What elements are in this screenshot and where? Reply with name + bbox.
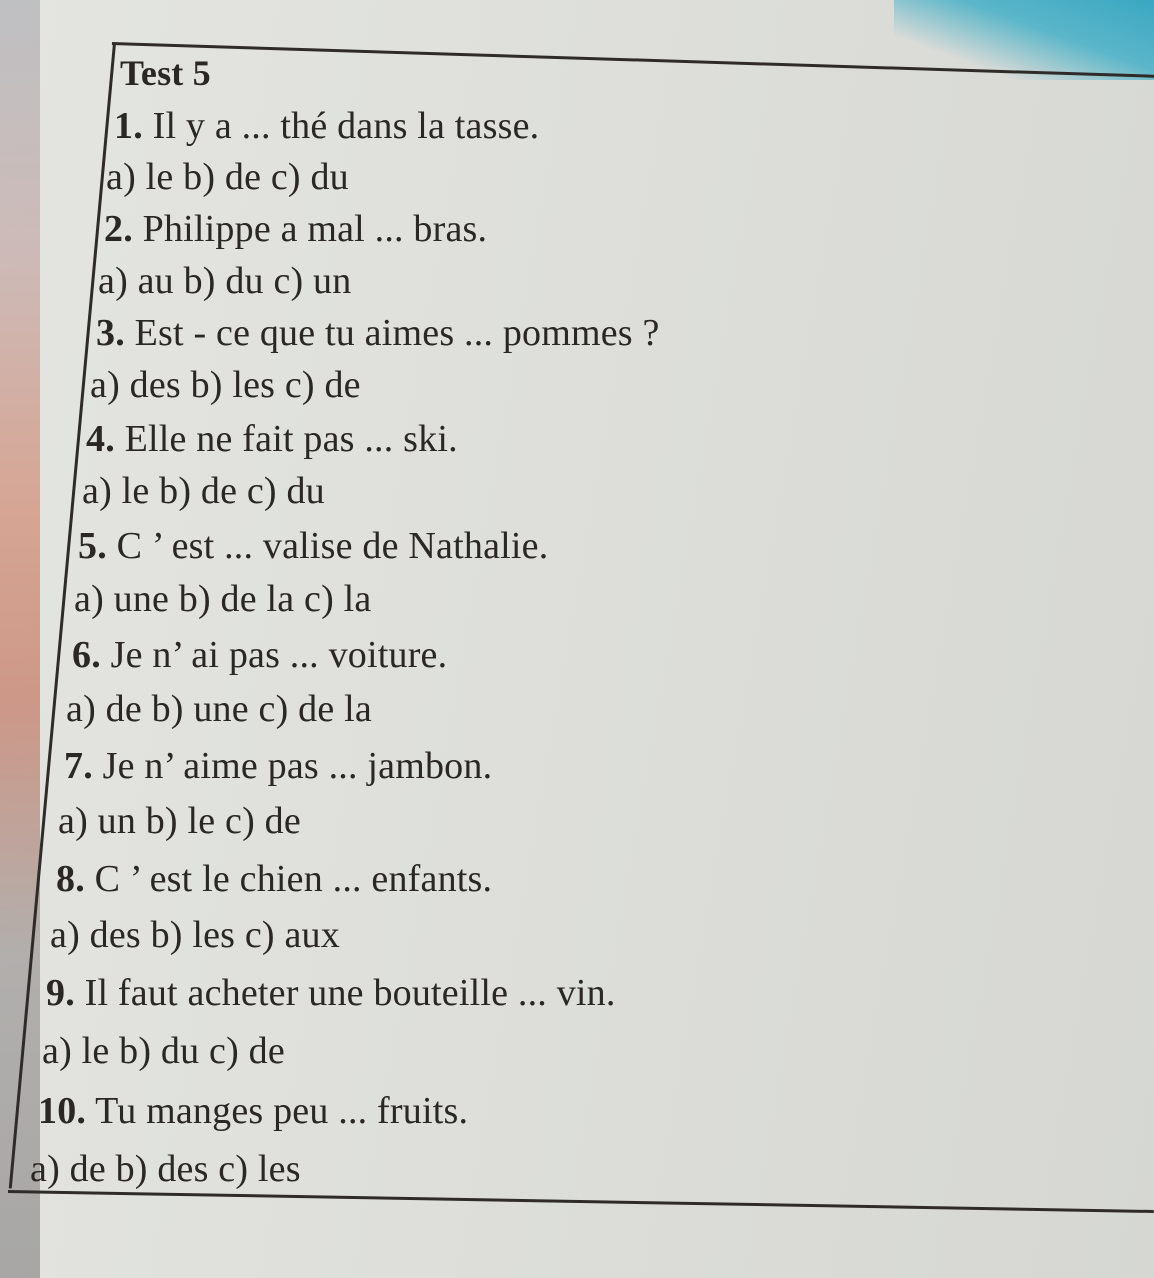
question-text: Elle ne fait pas ... ski. xyxy=(124,418,458,460)
question-number: 5. xyxy=(78,525,107,567)
options-7: a) un b) le c) de xyxy=(58,800,301,842)
question-text: Tu manges peu ... fruits. xyxy=(95,1090,469,1132)
question-text: Est - ce que tu aimes ... pommes ? xyxy=(134,312,660,354)
question-5 xyxy=(78,525,548,567)
question-number: 9. xyxy=(46,972,75,1014)
question-8 xyxy=(56,858,492,900)
question-6 xyxy=(72,634,447,676)
question-text: C ’ est le chien ... enfants. xyxy=(94,858,493,900)
question-number: 1. xyxy=(114,105,143,147)
question-3 xyxy=(96,312,660,354)
question-number: 8. xyxy=(56,858,85,900)
question-1 xyxy=(114,105,539,147)
options-10: a) de b) des c) les xyxy=(30,1148,301,1190)
question-number: 2. xyxy=(104,208,133,250)
question-9 xyxy=(46,972,616,1014)
options-9: a) le b) du c) de xyxy=(42,1030,285,1072)
options-6: a) de b) une c) de la xyxy=(66,688,372,730)
options-2: a) au b) du c) un xyxy=(98,260,352,302)
question-number: 6. xyxy=(72,634,101,676)
question-text: C ’ est ... valise de Nathalie. xyxy=(116,525,549,567)
question-text: Il faut acheter une bouteille ... vin. xyxy=(84,972,616,1014)
question-text: Il y a ... thé dans la tasse. xyxy=(152,105,540,147)
question-number: 3. xyxy=(96,312,125,354)
question-text: Je n’ aime pas ... jambon. xyxy=(102,745,493,787)
question-number: 4. xyxy=(86,418,115,460)
options-5: a) une b) de la c) la xyxy=(74,578,372,620)
question-text: Philippe a mal ... bras. xyxy=(142,208,488,250)
options-3: a) des b) les c) de xyxy=(90,364,361,406)
question-number: 7. xyxy=(64,745,93,787)
options-4: a) le b) de c) du xyxy=(82,470,325,512)
question-2 xyxy=(104,208,487,250)
question-10 xyxy=(38,1090,468,1132)
options-1: a) le b) de c) du xyxy=(106,156,349,198)
question-4 xyxy=(86,418,458,460)
question-number: 10. xyxy=(38,1090,87,1132)
options-8: a) des b) les c) aux xyxy=(50,914,340,956)
test-title: Test 5 xyxy=(120,53,211,93)
question-text: Je n’ ai pas ... voiture. xyxy=(110,634,448,676)
question-7 xyxy=(64,745,492,787)
